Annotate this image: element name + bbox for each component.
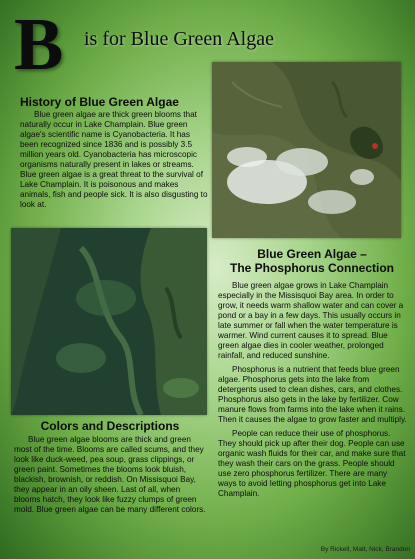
- history-text: [20, 110, 208, 210]
- phosphorus-text: [218, 281, 408, 499]
- phosphorus-heading-line1: Blue Green Algae –: [257, 247, 367, 261]
- phosphorus-paragraph-3: People can reduce their use of phosphorus. They should pick up after their dog. People can use organic wash fluids for their car, and make sure that they wash their cars on the grass. People should use zero phosphorus fertilizer. There are many ways to avoid letting phosphorus get into Lake Champlain.: [218, 429, 406, 498]
- satellite-photo-lake-graphic: [11, 228, 207, 415]
- satellite-photo-bay: [212, 62, 401, 238]
- title-initial-letter: B: [14, 4, 64, 86]
- phosphorus-paragraph-2: Phosphorus is a nutrient that feeds blue green algae. Phosphorus gets into the lake from detergents used to clean dishes, cars, and clothes. Phosphorus also gets in the lake by fertilizer. Cow manure flows from farms into the lake when it rains. Then it causes the algae to grow faster and multiply.: [218, 365, 407, 424]
- phosphorus-paragraph-1: Blue green algae grows in Lake Champlain especially in the Missisquoi Bay area. In order to grow, it needs warm shallow water and can cover a pond or a bay in a few days. This usually occurs in late summer or fall when the water temperature is warmer. Wind current causes it to spread. Blue green algae dies in cooler weather, prolonged rainfall, and reduced sunshine.: [218, 281, 404, 360]
- history-heading: History of Blue Green Algae: [20, 95, 179, 109]
- colors-paragraph: Blue green algae blooms are thick and green most of the time. Blooms are called scums, and they look like duck-weed, pea soup, grass clippings, or green paint. Sometimes the blooms look bluish, blackish, brownish, or reddish. On Missisquoi Bay, they appear in an oily sheen. Last of all, when blooms hatch, they look like fuzzy clumps of green mold. Blue green algae can be many different colors.: [14, 435, 206, 514]
- phosphorus-heading: [222, 247, 402, 275]
- satellite-photo-lake: [11, 228, 207, 415]
- authors-credit: By Rickell, Matt, Nick, Brandon: [320, 546, 410, 553]
- history-paragraph: Blue green algae are thick green blooms that naturally occur in Lake Champlain. Blue green algae's scientific name is Cyanobacteria. It has been recognized since 1836 and is possibly 3.5 million years old. Cyanobacteria has microscopic organisms naturally present in lakes or streams. Blue green algae is a great threat to the survival of Lake Champlain. It is poisonous and makes animals, fish and people sick. It is also disgusting to look at.: [20, 110, 208, 209]
- colors-heading: Colors and Descriptions: [40, 419, 180, 433]
- poster-title: is for Blue Green Algae: [84, 28, 274, 50]
- colors-text: [14, 435, 207, 515]
- phosphorus-heading-line2: The Phosphorus Connection: [230, 261, 394, 275]
- satellite-photo-bay-graphic: [212, 62, 401, 238]
